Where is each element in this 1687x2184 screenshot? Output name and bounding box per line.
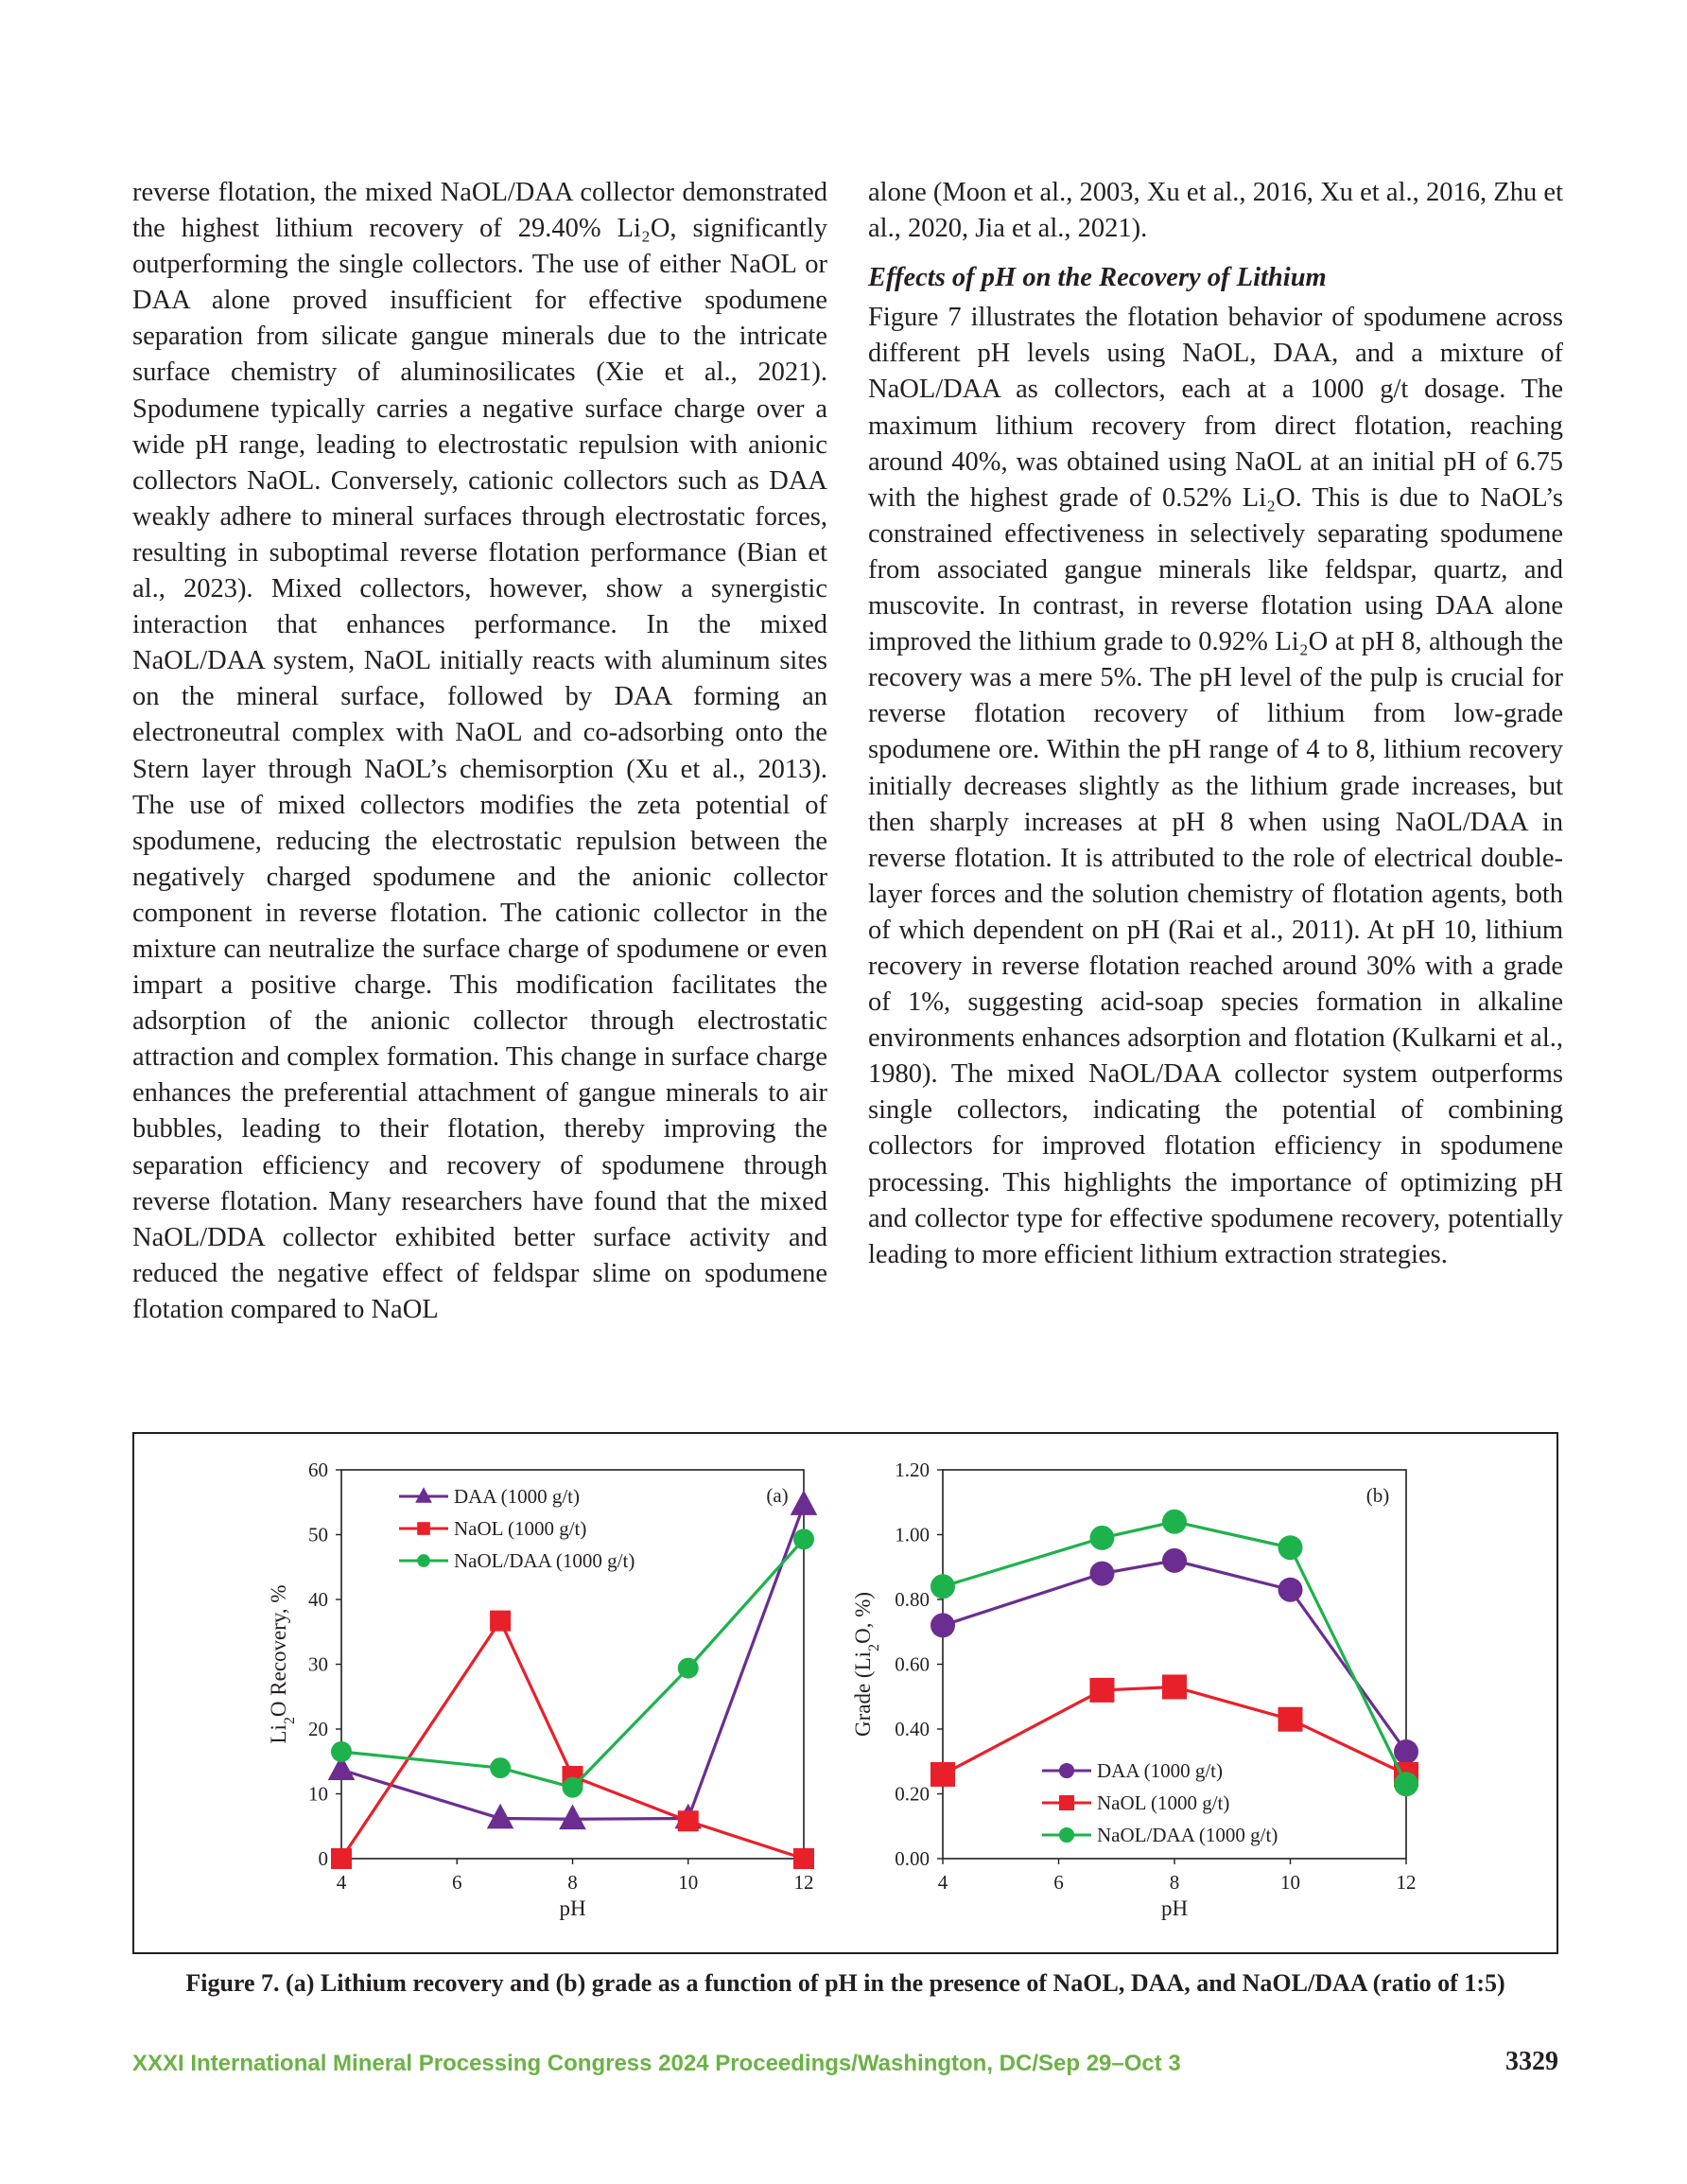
data-point [490,1611,511,1632]
data-point [678,1658,699,1679]
x-tick-label: 6 [452,1871,462,1894]
right-text-column [868,175,1563,1273]
y-tick-label: 50 [308,1523,328,1546]
x-tick-label: 6 [1053,1871,1064,1894]
y-tick-label: 1.00 [895,1523,930,1546]
y-tick-label: 20 [308,1718,328,1740]
legend-marker [417,1522,430,1535]
legend-marker [415,1487,432,1503]
y-tick-label: 0 [318,1847,328,1870]
legend-label: DAA (1000 g/t) [454,1485,580,1508]
legend-marker [1059,1763,1074,1778]
y-tick-label: 0.60 [895,1652,930,1676]
data-point [1278,1707,1303,1732]
y-tick-label: 1.20 [895,1459,930,1481]
data-point [1162,1510,1187,1534]
y-tick-label: 40 [308,1588,328,1611]
data-point [331,1741,352,1762]
y-axis-label: Grade ($Li_2O$, %) [851,1591,882,1738]
panel-label: (a) [766,1484,789,1507]
legend-marker [417,1554,430,1567]
x-tick-label: 12 [1396,1871,1417,1894]
data-point [1394,1739,1418,1764]
y-tick-label: 0.80 [895,1588,930,1611]
x-axis-label: pH [559,1896,586,1920]
data-point [1162,1548,1187,1573]
legend-label: NaOL (1000 g/t) [454,1517,587,1540]
figure-7 [132,1432,1558,1954]
data-point [559,1804,586,1829]
legend-label: NaOL/DAA (1000 g/t) [1097,1824,1278,1846]
y-tick-label: 60 [308,1459,328,1481]
x-tick-label: 4 [937,1871,948,1894]
legend-label: DAA (1000 g/t) [1097,1759,1223,1782]
y-tick-label: 0.40 [895,1718,930,1740]
y-tick-label: 0.00 [895,1847,930,1870]
x-axis-label: pH [1160,1896,1189,1920]
body-paragraph: Figure 7 illustrates the flotation behavior of spodumene across different pH levels using NaOL, DAA, and a mixture of NaOL/DAA as collectors, each at a 1000 g/t dosage. The maximum lithium recovery from direct flotation, reaching around 40%, was obtained using NaOL at an initial pH of 6.75 with the highest grade of 0.52% Li₂O. This is due to NaOL’s constrained effectiveness in selectively separating spodumene from associated gangue minerals like feldspar, quartz, and muscovite. In contrast, in reverse flotation using DAA alone improved the lithium grade to 0.92% Li₂O at pH 8, although the recovery was a mere 5%. The pH level of the pulp is crucial for reverse flotation recovery of lithium from low-grade spodumene ore. Within the pH range of 4 to 8, lithium recovery initially decreases slightly as the lithium grade increases, but then sharply increases at pH 8 when using NaOL/DAA in reverse flotation. It is attributed to the role of electrical double-layer forces and the solution chemistry of flotation agents, both of which dependent on pH (Rai et al., 2011). At pH 10, lithium recovery in reverse flotation reached around 30% with a grade of 1%, suggesting acid-soap species formation in alkaline environments enhances adsorption and flotation (Kulkarni et al., 1980). The mixed NaOL/DAA collector system outperforms single collectors, indicating the potential of combining collectors for improved flotation efficiency in spodumene processing. This highlights the importance of optimizing pH and collector type for effective spodumene recovery, potentially leading to more efficient lithium extraction strategies. [868,303,1563,1269]
page-number: 3329 [1505,2047,1558,2076]
data-point [1089,1526,1114,1550]
x-tick-label: 10 [678,1871,699,1894]
data-point [490,1757,511,1778]
data-point [930,1574,955,1599]
data-point [1089,1562,1114,1586]
legend-label: NaOL/DAA (1000 g/t) [454,1549,635,1572]
data-point [678,1810,699,1831]
figure-7-charts [134,1434,1557,1952]
footer-conference: XXXI International Mineral Processing Congress 2024 Proceedings/Washington, DC/Sep 29–Oct 3 [132,2051,1181,2076]
data-point [1089,1678,1114,1703]
y-tick-label: 0.20 [895,1782,930,1806]
data-point [793,1848,814,1869]
body-paragraph: reverse flotation, the mixed NaOL/DAA collector demonstrated the highest lithium recovery of 29.40% Li₂O, significantly outperforming the single collectors. The use of either NaOL or DAA alone proved insufficient for effective spodumene separation from silicate gangue minerals due to the intricate surface chemistry of aluminosilicates (Xie et al., 2021). Spodumene typically carries a negative surface charge over a wide pH range, leading to electrostatic repulsion with anionic collectors NaOL. Conversely, cationic collectors such as DAA weakly adhere to mineral surfaces through electrostatic forces, resulting in suboptimal reverse flotation performance (Bian et al., 2023). Mixed collectors, however, show a synergistic interaction that enhances performance. In the mixed NaOL/DAA system, NaOL initially reacts with aluminum sites on the mineral surface, followed by DAA forming an electroneutral complex with NaOL and co-adsorbing onto the Stern layer through NaOL’s chemisorption (Xu et al., 2013). The use of mixed collectors modifies the zeta potential of spodumene, reducing the electrostatic repulsion between the negatively charged spodumene and the anionic collector component in reverse flotation. The cationic collector in the mixture can neutralize the surface charge of spodumene or even impart a positive charge. This modification facilitates the adsorption of the anionic collector through electrostatic attraction and complex formation. This change in surface charge enhances the preferential attachment of gangue minerals to air bubbles, leading to their flotation, thereby improving the separation efficiency and recovery of spodumene through reverse flotation. Many researchers have found that the mixed NaOL/DDA collector exhibited better surface activity and reduced the negative effect of feldspar slime on spodumene flotation compared to NaOL [132,178,827,1324]
x-tick-label: 4 [336,1871,347,1894]
data-point [563,1777,583,1798]
data-point [1394,1772,1418,1796]
legend-label: NaOL (1000 g/t) [1097,1791,1230,1814]
data-point [930,1613,955,1637]
data-point [793,1529,814,1549]
figure-caption: Figure 7. (a) Lithium recovery and (b) grade as a function of pH in the presence of NaOL, DAA, and NaOL/DAA (ratio of 1:5) [185,1969,1505,1997]
y-tick-label: 30 [308,1652,328,1676]
x-tick-label: 10 [1280,1871,1300,1894]
data-point [1162,1674,1187,1699]
series-line-daa [943,1561,1406,1752]
x-tick-label: 8 [1169,1871,1180,1894]
section-heading: Effects of pH on the Recovery of Lithium [868,263,1327,293]
data-point [1278,1578,1303,1602]
legend-marker [1059,1827,1074,1843]
data-point [930,1762,955,1787]
x-tick-label: 8 [567,1871,578,1894]
data-point [331,1848,352,1869]
left-text-column [132,175,827,1328]
body-paragraph-continuation: alone (Moon et al., 2003, Xu et al., 2016, Xu et al., 2016, Zhu et al., 2020, Jia et al., 2021). [868,178,1563,244]
legend-marker [1059,1795,1074,1810]
panel-label: (b) [1365,1484,1390,1507]
y-tick-label: 10 [308,1782,328,1806]
data-point [791,1490,818,1515]
series-line-naol-daa [341,1539,804,1787]
x-tick-label: 12 [793,1871,814,1894]
y-axis-label: $Li_2O$ Recovery, % [267,1584,298,1744]
data-point [1278,1535,1303,1560]
